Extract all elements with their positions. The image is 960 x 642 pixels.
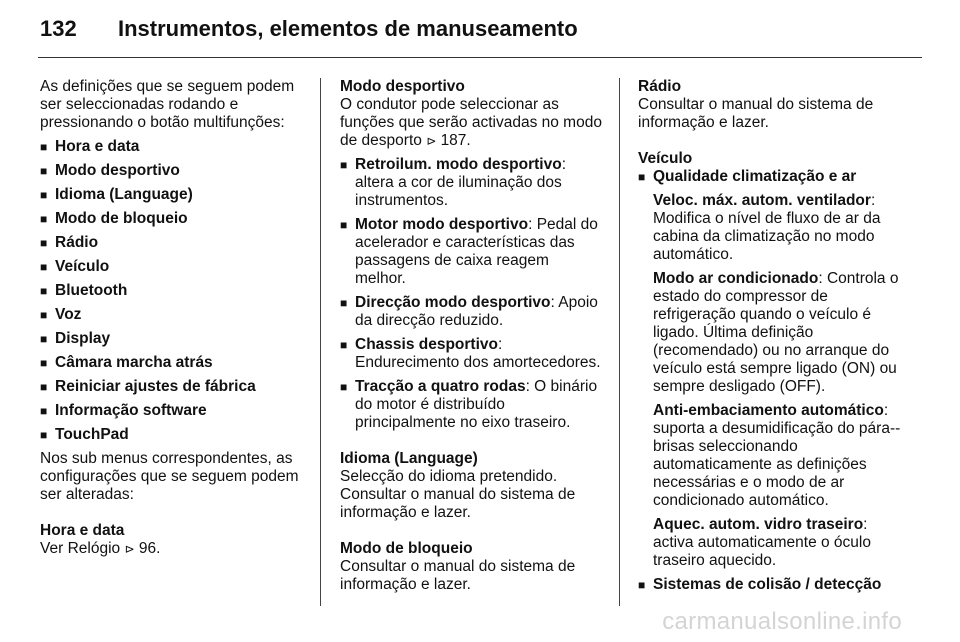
- bullet-icon: ■: [340, 380, 348, 394]
- column-2: [340, 78, 602, 600]
- section-heading-hora: Hora e data: [40, 522, 125, 539]
- page-ref-icon: ⊳: [426, 134, 437, 148]
- list-item: ■ Tracção a quatro rodas: O binário do motor é distribuído principalmente no eixo traseiro.: [340, 378, 598, 431]
- sub-item: Anti-embaciamento automático: suporta a desumidificação do pára--brisas seleccionando automaticamente as definições necessárias e o modo de ar condicionado automático.: [653, 402, 901, 509]
- bullet-icon: ■: [40, 212, 48, 226]
- bullet-icon: ■: [340, 296, 348, 310]
- column-1: [40, 78, 310, 564]
- list-item: ■ Retroilum. modo desportivo: altera a cor de iluminação dos instrumentos.: [340, 156, 566, 209]
- section-heading-veiculo: Veículo: [638, 150, 693, 167]
- list-item: ■ Qualidade climatização e ar: [638, 168, 857, 185]
- list-item: ■ Veículo: [40, 258, 110, 275]
- page-ref: 96.: [138, 540, 161, 557]
- sub-item: Modo ar condicionado: Controla o estado do compressor de refrigeração quando o veículo é ligado. Última definição (recomendado) ou no arranque do veículo está sempre ligado (ON) ou sempre desligado (OFF).: [653, 270, 899, 395]
- outro-text: Nos sub menus correspondentes, as configurações que se seguem podem ser alteradas:: [40, 450, 299, 503]
- column-divider-2: [619, 78, 620, 606]
- list-item: ■ Rádio: [40, 234, 99, 251]
- section-heading-radio: Rádio: [638, 78, 682, 95]
- list-item: ■ Informação software: [40, 402, 207, 419]
- list-item: ■ Direcção modo desportivo: Apoio da direcção reduzido.: [340, 294, 598, 329]
- settings-list: [40, 138, 310, 444]
- column-divider-1: [320, 78, 321, 606]
- idioma-text: Selecção do idioma pretendido. Consultar o manual do sistema de informação e lazer.: [340, 468, 576, 521]
- bullet-icon: ■: [40, 164, 48, 178]
- list-item: ■ Câmara marcha atrás: [40, 354, 213, 371]
- modo-text: O condutor pode seleccionar as funções que serão activadas no modo de desporto ⊳ 187.: [340, 96, 602, 149]
- list-item: ■ Hora e data: [40, 138, 140, 155]
- bullet-icon: ■: [638, 578, 646, 592]
- intro-text: As definições que se seguem podem ser seleccionadas rodando e pressionando o botão multifunções:: [40, 78, 295, 131]
- page-title: Instrumentos, elementos de manuseamento: [118, 16, 578, 41]
- list-item: ■ Chassis desportivo: Endurecimento dos amortecedores.: [340, 336, 601, 371]
- sub-item: Aquec. autom. vidro traseiro: activa automaticamente o óculo traseiro aquecido.: [653, 516, 871, 569]
- page-number: 132: [40, 16, 77, 41]
- section-heading-idioma: Idioma (Language): [340, 450, 478, 467]
- bullet-icon: ■: [40, 260, 48, 274]
- vehicle-list-2: [638, 576, 904, 594]
- bullet-icon: ■: [340, 338, 348, 352]
- bullet-icon: ■: [40, 308, 48, 322]
- bullet-icon: ■: [40, 236, 48, 250]
- bloqueio-text: Consultar o manual do sistema de informação e lazer.: [340, 558, 576, 593]
- list-item: ■ Modo de bloqueio: [40, 210, 188, 227]
- sub-item: Veloc. máx. autom. ventilador: Modifica o nível de fluxo de ar da cabina da climatização no modo automático.: [653, 192, 881, 263]
- bullet-icon: ■: [40, 428, 48, 442]
- column-3: [638, 78, 904, 600]
- bullet-icon: ■: [40, 356, 48, 370]
- list-item: ■ Modo desportivo: [40, 162, 180, 179]
- list-item: ■ Reiniciar ajustes de fábrica: [40, 378, 256, 395]
- bullet-icon: ■: [340, 158, 348, 172]
- list-item: ■ Idioma (Language): [40, 186, 193, 203]
- page-ref-icon: ⊳: [124, 542, 135, 556]
- bullet-icon: ■: [40, 188, 48, 202]
- page-ref: 187.: [440, 132, 471, 149]
- bullet-icon: ■: [40, 404, 48, 418]
- list-item: ■ Display: [40, 330, 111, 347]
- hora-text: Ver Relógio ⊳ 96.: [40, 540, 161, 557]
- bullet-icon: ■: [340, 218, 348, 232]
- sport-mode-list: [340, 156, 602, 432]
- radio-text: Consultar o manual do sistema de informação e lazer.: [638, 96, 874, 131]
- bullet-icon: ■: [40, 284, 48, 298]
- bullet-icon: ■: [40, 140, 48, 154]
- list-item: ■ Voz: [40, 306, 82, 323]
- bullet-icon: ■: [40, 380, 48, 394]
- bullet-icon: ■: [40, 332, 48, 346]
- list-item: ■ Bluetooth: [40, 282, 128, 299]
- list-item: ■ Sistemas de colisão / detecção: [638, 576, 882, 593]
- header-rule: [38, 57, 922, 58]
- section-heading-bloqueio: Modo de bloqueio: [340, 540, 473, 557]
- bullet-icon: ■: [638, 170, 646, 184]
- section-heading-modo: Modo desportivo: [340, 78, 465, 95]
- list-item: ■ TouchPad: [40, 426, 129, 443]
- page-header: [40, 12, 920, 52]
- vehicle-list: [638, 168, 904, 186]
- watermark: carmanualsonline.info: [662, 608, 902, 635]
- list-item: ■ Motor modo desportivo: Pedal do acelerador e características das passagens de caixa reagem melhor.: [340, 216, 598, 287]
